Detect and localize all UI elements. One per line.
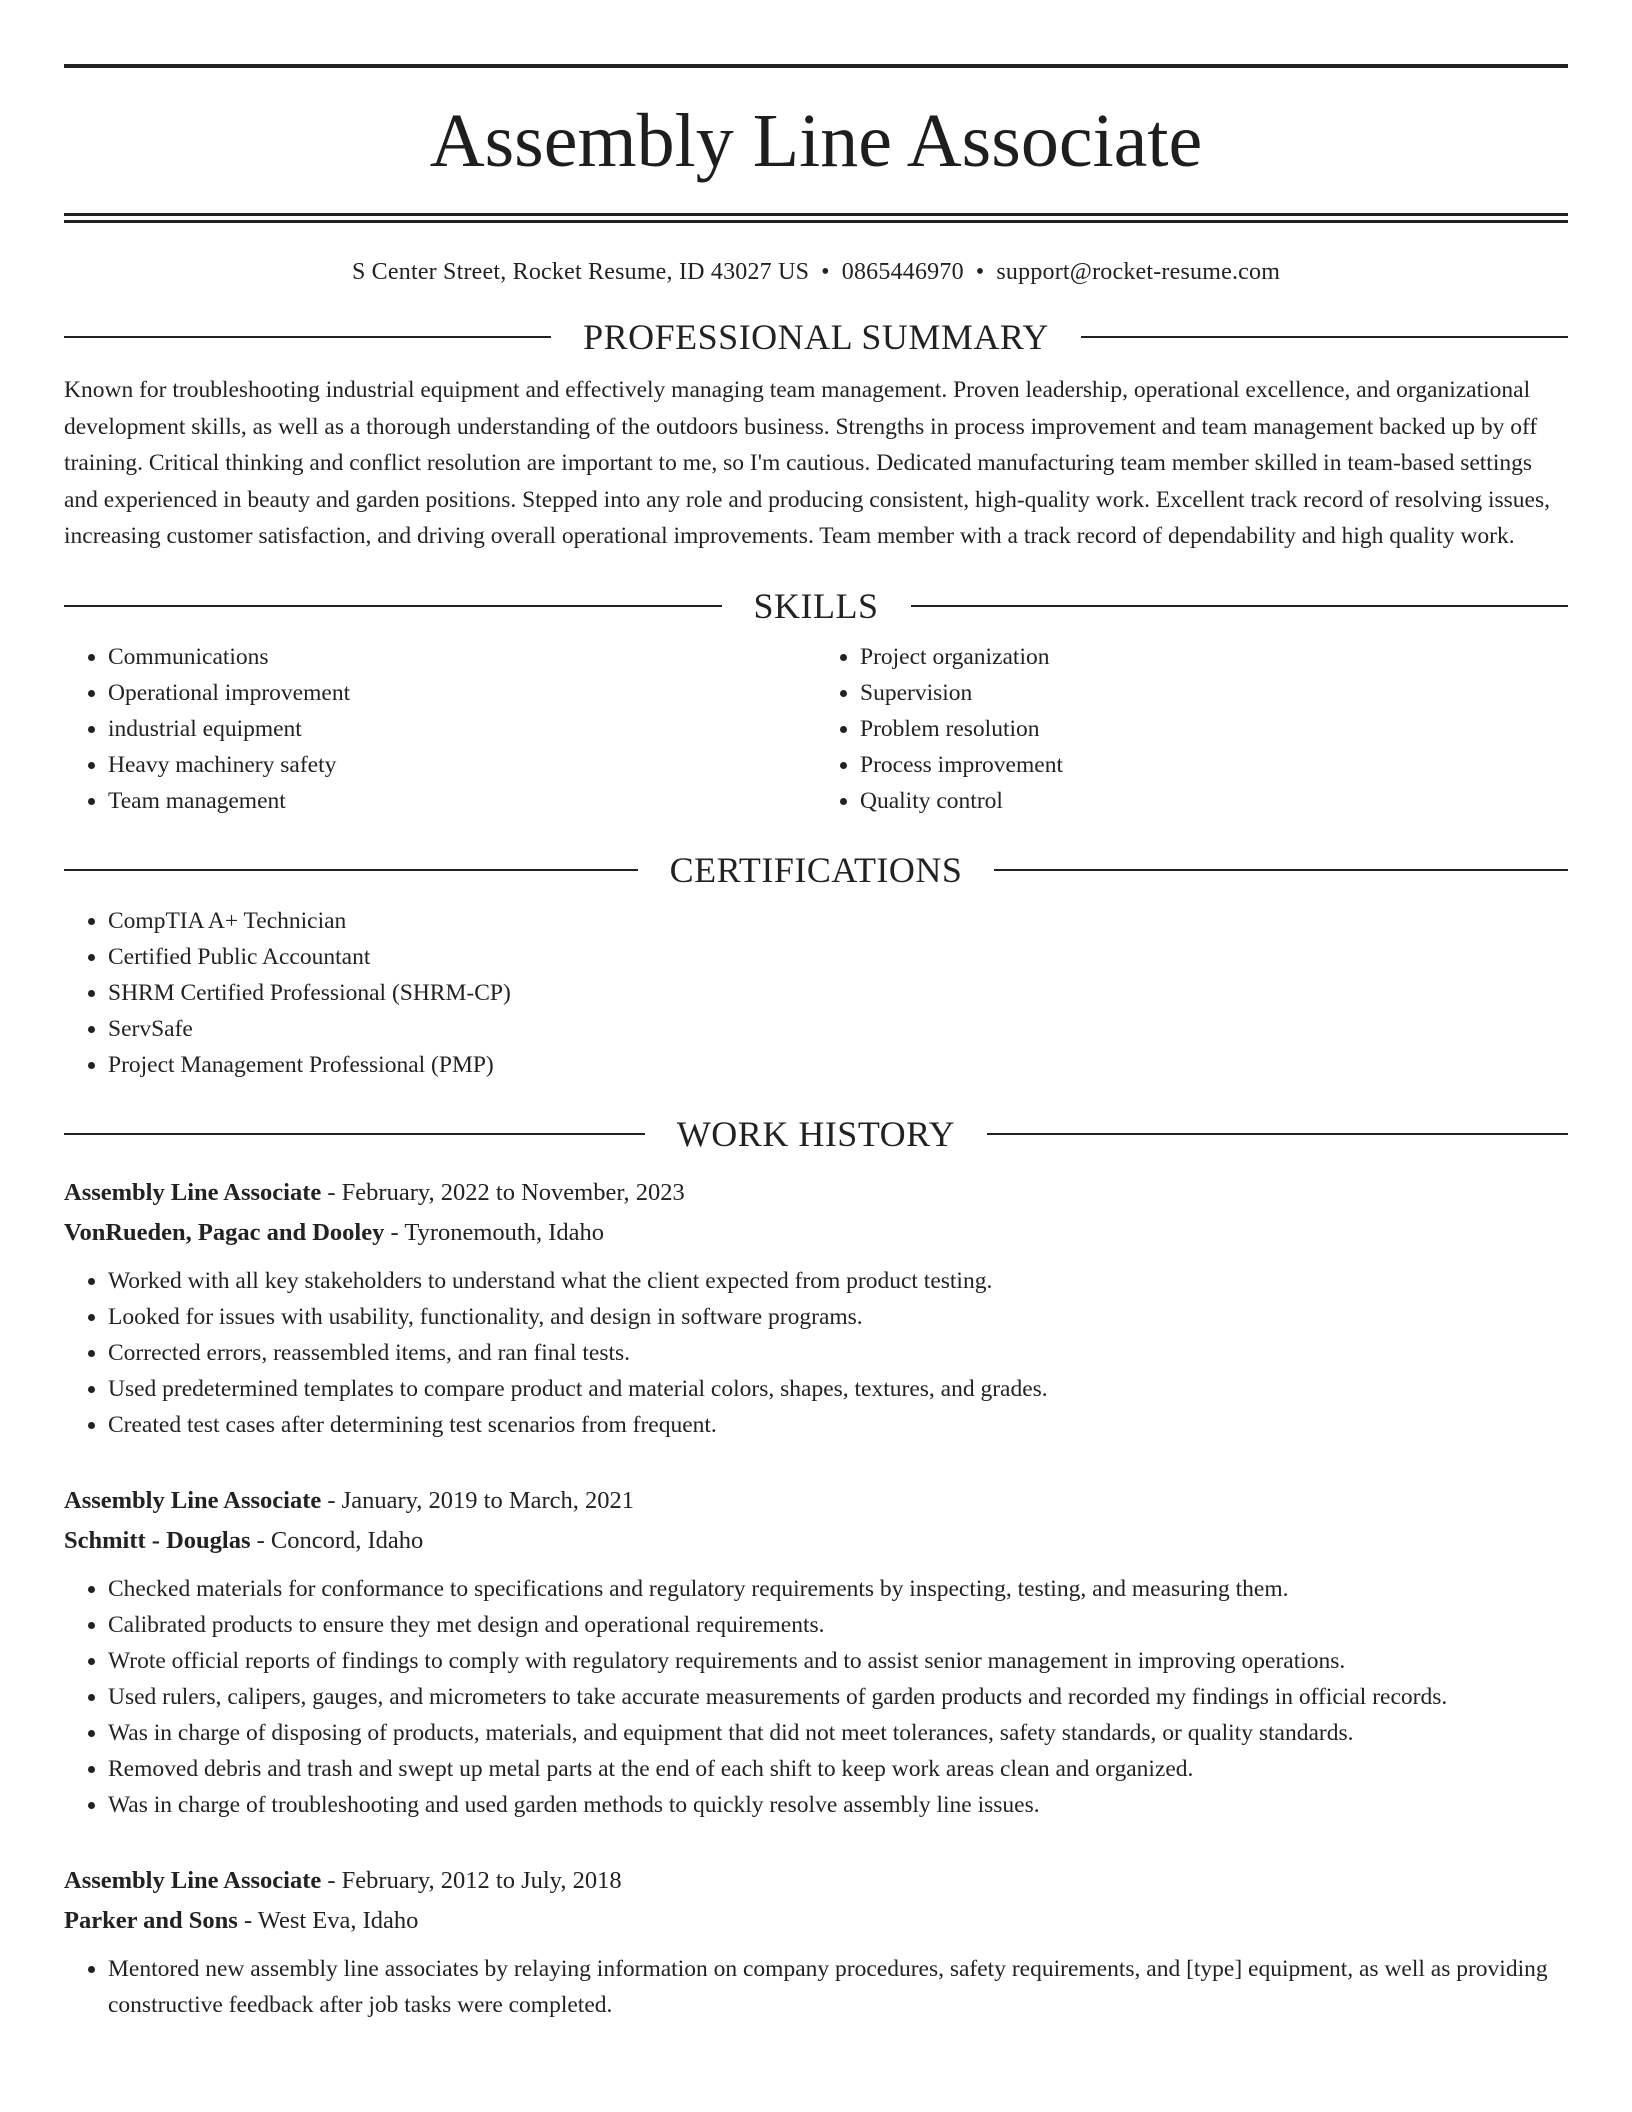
job-title: Assembly Line Associate [64, 1486, 322, 1514]
section-title: SKILLS [753, 585, 879, 626]
skill-item: • Project organization [860, 639, 1568, 675]
job-bullet: • Looked for issues with usability, functionality, and design in software programs. [108, 1299, 1568, 1335]
job-bullet: • Worked with all key stakeholders to understand what the client expected from product testing. [108, 1263, 1568, 1299]
certification-item: • ServSafe [108, 1011, 1568, 1047]
section-title: CERTIFICATIONS [669, 849, 963, 890]
job-location: - Tyronemouth, Idaho [384, 1218, 605, 1246]
divider [987, 1133, 1568, 1135]
section-heading-certifications [64, 849, 1568, 891]
job-title: Assembly Line Associate [64, 1178, 322, 1206]
job-bullet: • Used predetermined templates to compare product and material colors, shapes, textures, and grades. [108, 1371, 1568, 1407]
job-title-line [64, 1173, 1568, 1213]
job-title-line [64, 1481, 1568, 1521]
phone: 0865446970 [841, 259, 964, 285]
job-location: - Concord, Idaho [250, 1526, 424, 1554]
divider [64, 336, 551, 338]
section-heading-summary [64, 316, 1568, 358]
divider [994, 869, 1568, 871]
address: S Center Street, Rocket Resume, ID 43027 US [351, 259, 810, 285]
divider [64, 1133, 645, 1135]
job-title-line [64, 1861, 1568, 1901]
summary-text: Known for troubleshooting industrial equipment and effectively managing team management. Proven leadership, operational excellence, and organizational development skills, as well as a thorough understanding of the outdoors business. Strengths in process improvement and team management backed up by off training. Critical thinking and conflict resolution are important to me, so I'm cautious. Dedicated manufacturing team member skilled in team-based settings and experienced in beauty and garden positions. Stepped into any role and producing consistent, high-quality work. Excellent track record of resolving issues, increasing customer satisfaction, and driving overall operational improvements. Team member with a track record of dependability and high quality work. [64, 377, 1550, 549]
certification-item: • Certified Public Accountant [108, 939, 1568, 975]
job-bullet: • Wrote official reports of findings to comply with regulatory requirements and to assist senior management in improving operations. [108, 1643, 1568, 1679]
job-entry [64, 1481, 1568, 1823]
skill-item: • industrial equipment [108, 711, 816, 747]
divider [64, 605, 722, 607]
job-bullet: • Mentored new assembly line associates by relaying information on company procedures, safety requirements, and [type] equipment, as well as providing constructive feedback after job tasks were completed. [108, 1951, 1568, 2023]
job-title: Assembly Line Associate [64, 1866, 322, 1894]
double-rule [64, 213, 1568, 223]
separator: • [821, 259, 830, 285]
job-company-line [64, 1521, 1568, 1561]
section-heading-work-history [64, 1113, 1568, 1155]
certifications-list [64, 903, 1568, 1083]
separator: • [975, 259, 985, 285]
job-company-line [64, 1213, 1568, 1253]
section-heading-skills [64, 585, 1568, 627]
job-bullet: • Calibrated products to ensure they met design and operational requirements. [108, 1607, 1568, 1643]
skills-column-right [816, 639, 1568, 819]
certification-item: • CompTIA A+ Technician [108, 903, 1568, 939]
job-company-line [64, 1901, 1568, 1941]
section-title: WORK HISTORY [676, 1113, 956, 1154]
job-company: VonRueden, Pagac and Dooley [64, 1218, 385, 1246]
skill-item: • Communications [108, 639, 816, 675]
skill-item: • Problem resolution [860, 711, 1568, 747]
job-bullets [64, 1951, 1568, 2023]
job-bullet: • Checked materials for conformance to specifications and regulatory requirements by inspecting, testing, and measuring them. [108, 1571, 1568, 1607]
job-entry [64, 1173, 1568, 1443]
job-bullet: • Created test cases after determining test scenarios from frequent. [108, 1407, 1568, 1443]
job-entry [64, 1861, 1568, 2023]
divider [1081, 336, 1568, 338]
resume-title: Assembly Line Associate [429, 99, 1203, 183]
skill-item: • Process improvement [860, 747, 1568, 783]
job-dates: - February, 2012 to July, 2018 [321, 1866, 622, 1894]
job-bullet: • Used rulers, calipers, gauges, and micrometers to take accurate measurements of garden products and recorded my findings in official records. [108, 1679, 1568, 1715]
job-company: Schmitt - Douglas [64, 1526, 251, 1554]
job-company: Parker and Sons [64, 1906, 238, 1934]
skill-item: • Supervision [860, 675, 1568, 711]
skill-item: • Operational improvement [108, 675, 816, 711]
skill-item: • Quality control [860, 783, 1568, 819]
skill-item: • Team management [108, 783, 816, 819]
divider [911, 605, 1569, 607]
job-bullets [64, 1571, 1568, 1823]
job-location: - West Eva, Idaho [237, 1906, 419, 1934]
divider [64, 869, 638, 871]
job-bullet: • Was in charge of troubleshooting and used garden methods to quickly resolve assembly line issues. [108, 1787, 1568, 1823]
job-bullets [64, 1263, 1568, 1443]
skills-list [64, 639, 1568, 819]
job-dates: - January, 2019 to March, 2021 [321, 1486, 635, 1514]
job-bullet: • Was in charge of disposing of products, materials, and equipment that did not meet tolerances, safety standards, or quality standards. [108, 1715, 1568, 1751]
skill-item: • Heavy machinery safety [108, 747, 816, 783]
job-bullet: • Corrected errors, reassembled items, and ran final tests. [108, 1335, 1568, 1371]
email: support@rocket-resume.com [996, 259, 1281, 285]
certification-item: • Project Management Professional (PMP) [108, 1047, 1568, 1083]
section-title: PROFESSIONAL SUMMARY [583, 317, 1049, 357]
skills-column-left [64, 639, 816, 819]
contact-line [64, 259, 1568, 286]
job-bullet: • Removed debris and trash and swept up metal parts at the end of each shift to keep work areas clean and organized. [108, 1751, 1568, 1787]
certification-item: • SHRM Certified Professional (SHRM-CP) [108, 975, 1568, 1011]
job-dates: - February, 2022 to November, 2023 [321, 1178, 685, 1206]
